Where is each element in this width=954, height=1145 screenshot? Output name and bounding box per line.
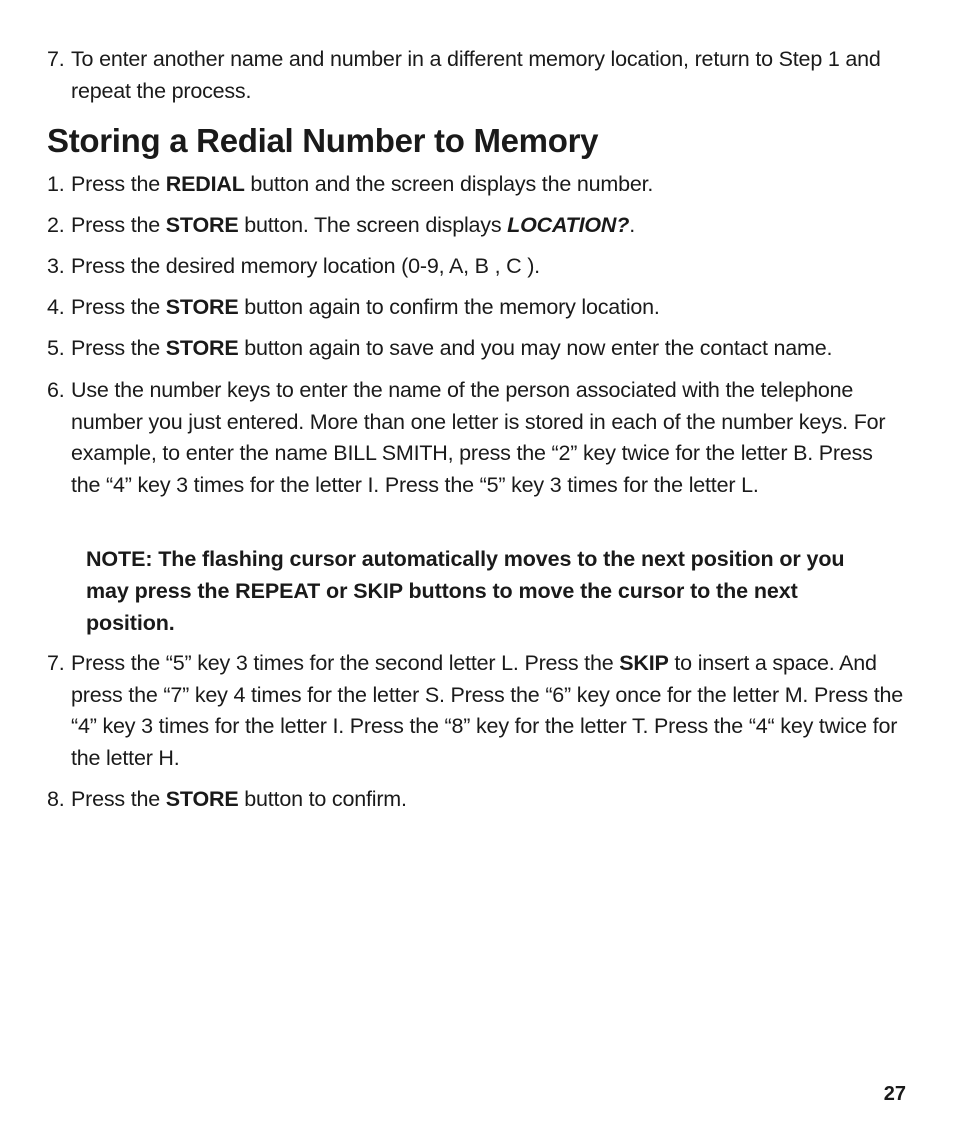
step-4 [47, 292, 907, 324]
step-text: Press the STORE button. The screen displays LOCATION?. [71, 213, 635, 237]
step-number: 6. [47, 378, 65, 402]
step-number: 8. [47, 787, 65, 811]
step-number: 2. [47, 213, 65, 237]
step-8 [47, 784, 907, 816]
step-number: 4. [47, 295, 65, 319]
step-text: Press the “5” key 3 times for the second letter L. Press the SKIP to insert a space. And press the “7” key 4 times for the letter S. Press the “6” key once for the letter M. Press the “4” key 3 times for the letter I. Press the “8” key for the letter T. Press the “4“ key twice for the letter H. [71, 651, 903, 770]
display-text: LOCATION? [507, 213, 630, 237]
note-text: NOTE: The flashing cursor automatically moves to the next position or you may press the REPEAT or SKIP buttons to move the cursor to the next position. [86, 547, 845, 635]
step-text: To enter another name and number in a different memory location, return to Step 1 and repeat the process. [71, 47, 881, 103]
step-6 [47, 375, 907, 501]
section-title: Storing a Redial Number to Memory [47, 122, 599, 159]
step-3 [47, 251, 907, 283]
key-label: STORE [165, 787, 239, 811]
step-text: Press the desired memory location (0-9, A, B , C ). [71, 254, 540, 278]
step-number: 3. [47, 254, 65, 278]
step-5 [47, 333, 907, 365]
step-number: 1. [47, 172, 65, 196]
key-label: REDIAL [165, 172, 245, 196]
step-text: Press the STORE button again to confirm the memory location. [71, 295, 660, 319]
step-number: 7. [47, 47, 65, 71]
step-number: 5. [47, 336, 65, 360]
key-label: SKIP [619, 651, 669, 675]
step-7 [47, 648, 907, 774]
step-text: Use the number keys to enter the name of the person associated with the telephone number you just entered. More than one letter is stored in each of the number keys. For example, to enter the name BILL SMITH, press the “2” key twice for the letter B. Press the “4” key 3 times for the letter I. Press the “5” key 3 times for the letter L. [71, 378, 886, 497]
previous-step-7 [47, 44, 907, 107]
page-number: 27 [883, 1083, 906, 1105]
key-label: STORE [165, 336, 239, 360]
step-2 [47, 210, 907, 242]
step-text: Press the STORE button to confirm. [71, 787, 407, 811]
step-1 [47, 169, 907, 201]
key-label: STORE [165, 213, 239, 237]
step-text: Press the STORE button again to save and you may now enter the contact name. [71, 336, 833, 360]
key-label: STORE [165, 295, 239, 319]
step-number: 7. [47, 651, 65, 675]
step-text: Press the REDIAL button and the screen displays the number. [71, 172, 654, 196]
